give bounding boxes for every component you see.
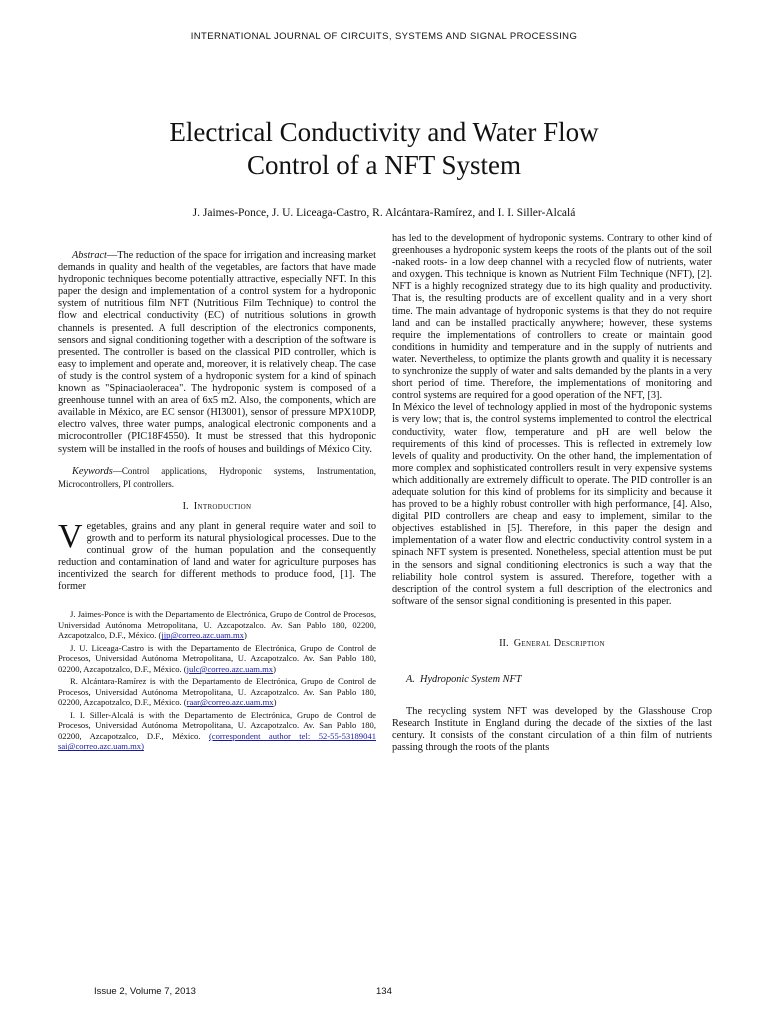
right-column	[392, 233, 712, 754]
introduction-text: egetables, grains and any plant in general require water and soil to growth and to perform its natural physiological processes. Due to the continual grow of the human population and the consequently reduction and contamination of land and water for agriculture purposes has incentivized the search for different methods to produce food, [1]. The former	[58, 520, 376, 593]
section-number: I.	[182, 500, 189, 512]
title-line-1: Electrical Conductivity and Water Flow	[169, 117, 599, 147]
footer-issue: Issue 2, Volume 7, 2013	[94, 986, 196, 997]
abstract-text: —The reduction of the space for irrigation and increasing market demands in quality and health of the vegetables, are factors that have made hydroponic techniques become potentially attractive, especially NFT. In this paper the design and implementation of a control system for a hydroponic system of nutritious film NFT (Nutritious Film Technique) to control the flow and electrical conductivity (EC) of nutritious solutions in growth channels is presented. A full description of the electronics components, sensors and signal conditioning together with a description of the software is presented. The controller is based on the classical PID controller, which is easy to implement and operate and, moreover, it is relatively cheap. The case of study is the control system of a hydroponic system for a kind of spinach known as "Spinaciaoleracea". The hydroponic system is composed of a greenhouse tunnel with an area of 6x5 m2. Also, the components, which are available in México, are EC sensor (HI3001), sensor of pressure MPX10DP, electro valves, three water pumps, analogical electronic components and a microcontroller (PIC18F4550). It must be stressed that this hydroponic system will be installed in the roofs of houses and buildings of México City.	[58, 250, 376, 455]
footnote-2	[58, 643, 376, 675]
footnote-close: )	[243, 630, 247, 641]
footnote-close: )	[273, 663, 276, 674]
footnote-1	[58, 609, 376, 641]
footnote-email-link[interactable]: julc@correo.azc.uam.mx	[186, 663, 274, 674]
body-paragraph-1: has led to the development of hydroponic systems. Contrary to other kind of greenhouses a hydroponic system keeps the roots of the plants out of the soil -naked roots- in a low deep channel with a recycled flow of nutrients, water and oxygen. This technique is known as Nutrient Film Technique (NFT), [2]. NFT is a highly recognized strategy due to its high quality and productivity. That is, the resulting products are of excellent quality and in a very short time. The main advantage of hydroponic systems is that they do not require land and can be installed practically anywhere; however, these systems require the implementations of controllers to create or maintain good conditions in humidity and temperature and in the supply of nutrients and water. Nevertheless, to optimize the plants growth and quality it is necessary to synchronize the supply of water and salts demanded by the plants in a very short period of time. Therefore, the implementations of monitoring and control systems are required for a good operation of the NFT, [3].	[392, 233, 712, 402]
body-paragraph-3: The recycling system NFT was developed by the Glasshouse Crop Research Institute in England during the decade of the sixties of the last century. It consists of the constant circulation of a thin film of nutrients passing through the roots of the plants	[392, 706, 712, 754]
keywords-label: Keywords	[72, 465, 113, 477]
footnote-email-link[interactable]: (correspondent author tel: 52-55-53189041 sai@correo.azc.uam.mx)	[58, 730, 376, 752]
section-number: II.	[499, 637, 509, 649]
page-number: 134	[376, 986, 392, 997]
footnote-text: J. Jaimes-Ponce is with the Departamento de Electrónica, Grupo de Control de Procesos, Universidad Autónoma Metropolitana, U. Azcapotzalco. Av. San Pablo 180, 02200, Azcapotzalco, D.F., México. (	[58, 609, 376, 641]
section-heading-introduction	[58, 501, 376, 513]
section-title: General Description	[513, 637, 605, 649]
paper-title	[84, 116, 684, 182]
footnote-text: J. U. Liceaga-Castro is with the Departamento de Electrónica, Grupo de Control de Procesos, Universidad Autónoma Metropolitana, U. Azcapotzalco. Av. San Pablo 180, 02200, Azcapotzalco, D.F., México. (	[58, 642, 376, 674]
keywords-text: —Control applications, Hydroponic systems, Instrumentation, Microcontrollers, PI controllers.	[58, 465, 376, 489]
abstract	[58, 250, 376, 456]
footnote-email-link[interactable]: jjp@correo.azc.uam.mx	[161, 630, 244, 641]
subsection-heading	[406, 674, 712, 686]
abstract-label: Abstract	[72, 250, 107, 261]
body-paragraph-2: In México the level of technology applied in most of the hydroponic systems is very low; that is, the control systems implemented to control the electrical conductivity, water flow, temperature and pH are well below the requirements of this kind of processes. This is reflected in extremely low levels of quality and productivity. On the other hand, the implementation of more complex and sophisticated controllers result in very expensive systems which additionally are extremely difficult to operate. The PID controller is an adequate solution for this kind of problems for its simplicity and because it has proved to be a highly robust controller with high performance, [4]. Also, digital PID controllers are cheap and easy to implement, similar to the objectives established in [5]. Therefore, in this paper the design and implementation of a water flow and electric conductivity control system in a spinach NFT system is presented. Nonetheless, special attention must be put in the sensors and signal conditioning electronics is such a way that the reliability hole control system is assured. Therefore, together with a description of the control system a full description of the electronics and software of the sensor signal conditioning is presented in this paper.	[392, 402, 712, 607]
drop-cap: V	[58, 517, 83, 555]
footnote-text: R. Alcántara-Ramírez is with the Departamento de Electrónica, Grupo de Control de Procesos, Universidad Autónoma Metropolitana, U. Azcapotzalco. Av. San Pablo 180, 02200, Azcapotzalco, D.F., México. (	[58, 676, 376, 708]
section-heading-general-description	[392, 638, 712, 650]
subsection-title: Hydroponic System NFT	[420, 674, 522, 685]
footnote-close: )	[273, 697, 277, 708]
introduction-paragraph	[58, 517, 376, 594]
footnote-3	[58, 676, 376, 708]
title-line-2: Control of a NFT System	[246, 150, 521, 180]
footnote-text: I. I. Siller-Alcalá is with the Departamento de Electrónica, Grupo de Control de Procesos, Universidad Autónoma Metropolitana, U. Azcapotzalco. Av. San Pablo 180, 02200, Azcapotzalco, D.F., México.	[58, 709, 376, 741]
section-title: Introduction	[193, 500, 252, 512]
subsection-letter: A.	[406, 674, 415, 685]
keywords	[58, 465, 376, 491]
journal-running-head: INTERNATIONAL JOURNAL OF CIRCUITS, SYSTEMS AND SIGNAL PROCESSING	[190, 31, 578, 42]
footnote-4	[58, 710, 376, 752]
left-column	[58, 250, 376, 754]
author-list: J. Jaimes-Ponce, J. U. Liceaga-Castro, R. Alcántara-Ramírez, and I. I. Siller-Alcalá	[192, 207, 576, 219]
author-footnotes	[58, 609, 376, 752]
footnote-email-link[interactable]: raar@correo.azc.uam.mx	[186, 697, 274, 708]
